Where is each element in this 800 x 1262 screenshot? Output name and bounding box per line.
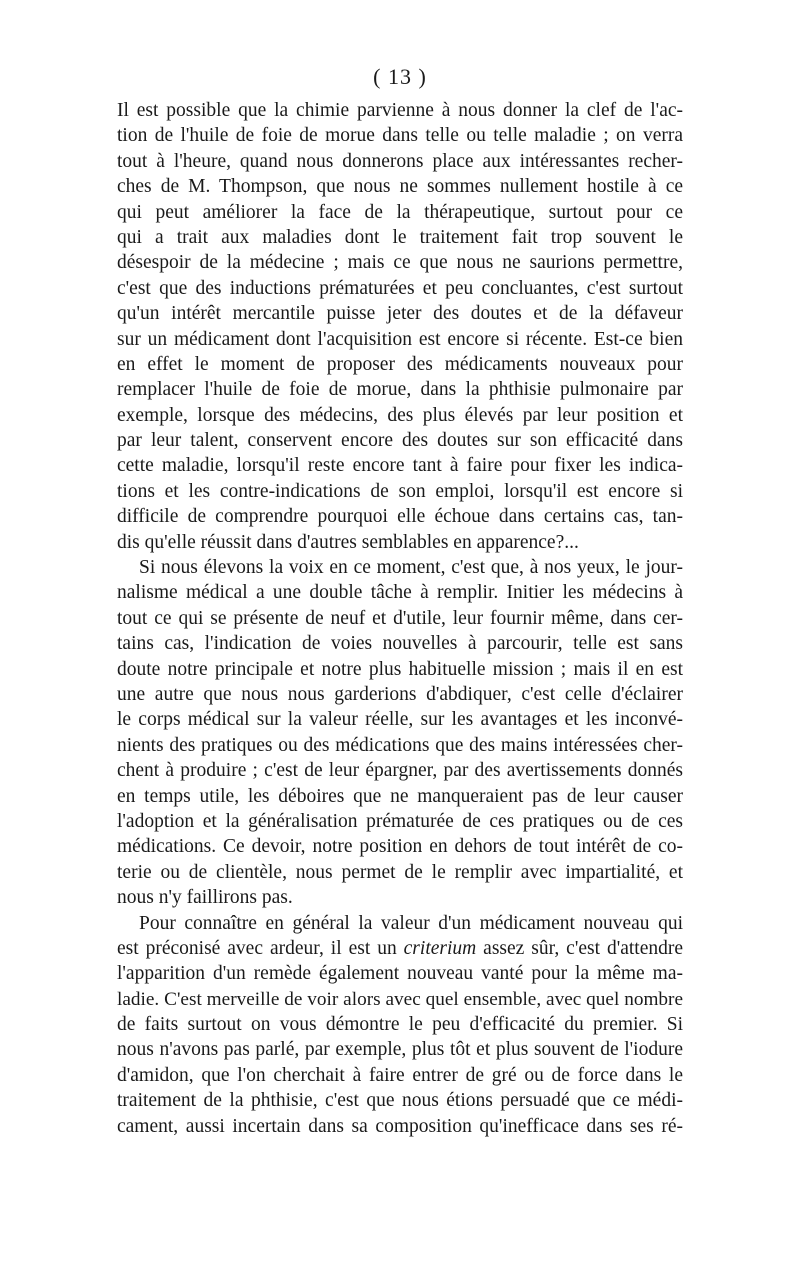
text-line: en temps utile, les déboires que ne manqueraient pas de leur causer (117, 785, 683, 807)
text-line: sur un médicament dont l'acquisition est encore si récente. Est-ce bien (117, 328, 683, 350)
text-line: nalisme médical a une double tâche à remplir. Initier les médecins à (117, 582, 683, 604)
text-line: remplacer l'huile de foie de morue, dans la phthisie pulmonaire par (117, 379, 683, 401)
text-line: par leur talent, conservent encore des doutes sur son efficacité dans (117, 430, 683, 452)
text-line: ches de M. Thompson, que nous ne sommes nullement hostile à ce (117, 176, 683, 198)
text-line: nous n'avons pas parlé, par exemple, plus tôt et plus souvent de l'iodure (117, 1039, 683, 1061)
text-line: désespoir de la médecine ; mais ce que nous ne saurions permettre, (117, 252, 683, 274)
text-line: l'adoption et la généralisation prématurée de ces pratiques ou de ces (117, 810, 683, 832)
text-line: chent à produire ; c'est de leur épargner, par des avertissements donnés (117, 760, 683, 782)
text-line: dis qu'elle réussit dans d'autres semblables en apparence?... (117, 531, 579, 553)
text-line: l'apparition d'un remède également nouveau vanté pour la même ma- (117, 963, 683, 985)
text-line: une autre que nous nous garderions d'abdiquer, c'est celle d'éclairer (117, 683, 683, 705)
text-line: nous n'y faillirons pas. (117, 887, 293, 909)
text-line: doute notre principale et notre plus habituelle mission ; mais il en est (117, 658, 683, 680)
text-line: tout ce qui se présente de neuf et d'utile, leur fournir même, dans cer- (117, 607, 683, 629)
page-number: ( 13 ) (373, 64, 427, 89)
text-line: de faits surtout on vous démontre le peu d'efficacité du premier. Si (117, 1014, 683, 1036)
text-line: qui peut améliorer la face de la thérapeutique, surtout pour ce (117, 201, 683, 223)
text-line: qu'un intérêt mercantile puisse jeter des doutes et de la défaveur (117, 303, 683, 325)
body-text (117, 98, 683, 1139)
text-line: difficile de comprendre pourquoi elle échoue dans certains cas, tan- (117, 506, 683, 528)
text-line: médications. Ce devoir, notre position en dehors de tout intérêt de co- (117, 836, 683, 858)
text-line: c'est que des inductions prématurées et peu concluantes, c'est surtout (117, 277, 683, 299)
text-line: est préconisé avec ardeur, il est un criterium assez sûr, c'est d'attendre (117, 937, 683, 959)
italic-term: criterium (403, 937, 477, 959)
text-line: Il est possible que la chimie parvienne à nous donner la clef de l'ac- (117, 100, 683, 121)
text-line: tions et les contre-indications de son emploi, lorsqu'il est encore si (117, 480, 683, 502)
text-line: Pour connaître en général la valeur d'un médicament nouveau qui (139, 912, 683, 934)
text-line: tion de l'huile de foie de morue dans telle ou telle maladie ; on verra (117, 125, 683, 147)
text-line: cette maladie, lorsqu'il reste encore tant à faire pour fixer les indica- (117, 455, 683, 477)
text-line: terie ou de clientèle, nous permet de le remplir avec impartialité, et (117, 861, 683, 883)
text-line: cament, aussi incertain dans sa composition qu'inefficace dans ses ré- (117, 1115, 683, 1137)
text-line: en effet le moment de proposer des médicaments nouveaux pour (117, 353, 683, 375)
text-line: qui a trait aux maladies dont le traitement fait trop souvent le (117, 226, 683, 248)
text-line: exemple, lorsque des médecins, des plus élevés par leur position et (117, 404, 683, 426)
text-line: nients des pratiques ou des médications que des mains intéressées cher- (117, 734, 683, 756)
text-line: Si nous élevons la voix en ce moment, c'est que, à nos yeux, le jour- (139, 557, 683, 579)
text-line: ladie. C'est merveille de voir alors avec quel ensemble, avec quel nombre (117, 988, 683, 1010)
text-line: traitement de la phthisie, c'est que nous étions persuadé que ce médi- (117, 1090, 683, 1112)
text-line: tains cas, l'indication de voies nouvelles à parcourir, telle est sans (117, 633, 683, 655)
text-line: le corps médical sur la valeur réelle, sur les avantages et les inconvé- (117, 709, 683, 731)
text-line: tout à l'heure, quand nous donnerons place aux intéressantes recher- (117, 150, 683, 172)
text-line: d'amidon, que l'on cherchait à faire entrer de gré ou de force dans le (117, 1064, 683, 1086)
